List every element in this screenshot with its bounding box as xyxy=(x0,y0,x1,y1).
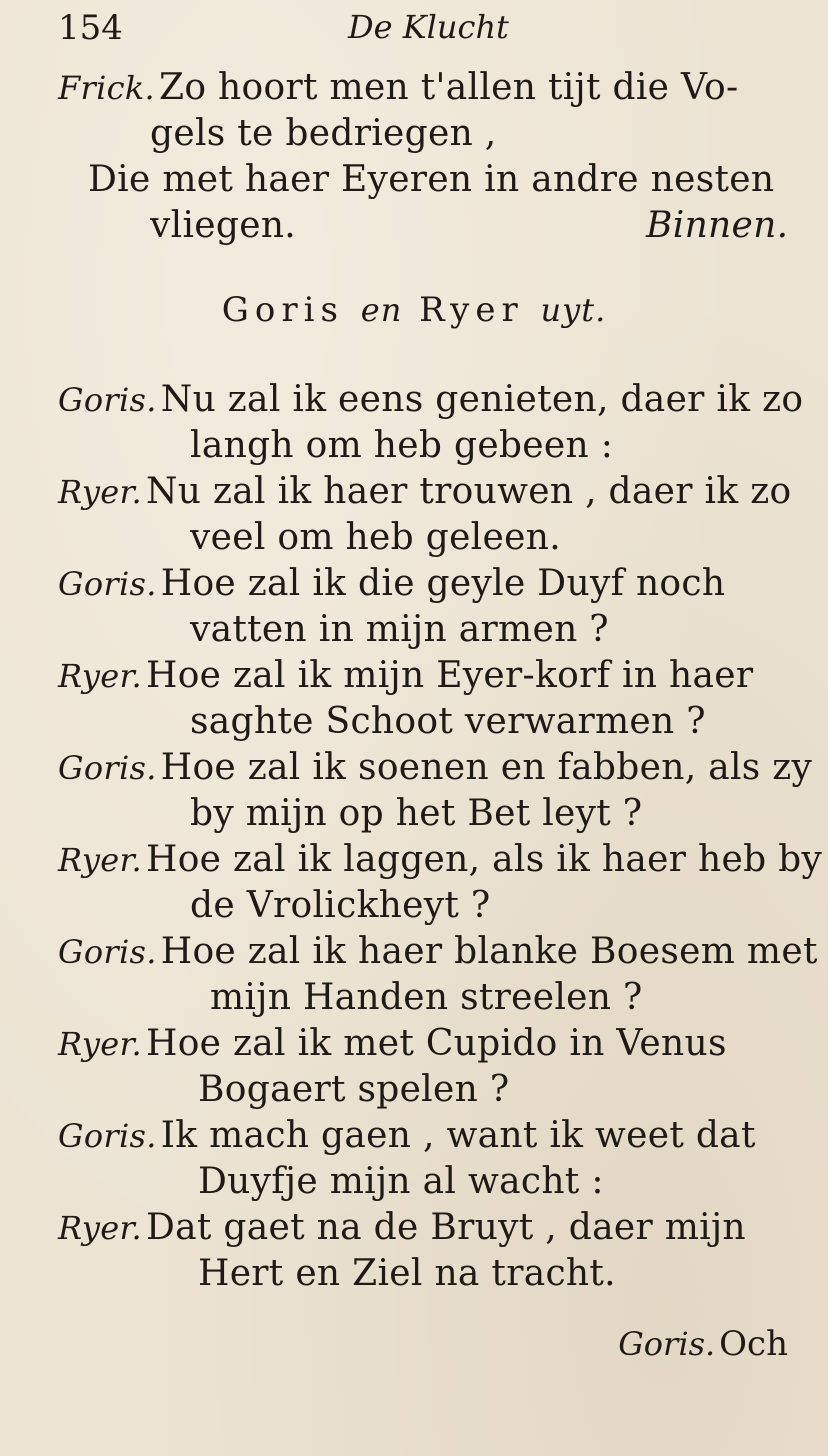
dialogue-line xyxy=(58,654,753,698)
dialogue-line xyxy=(58,1022,727,1066)
page-header xyxy=(0,8,828,52)
verse-text: Nu zal ik haer trouwen , daer ik zo xyxy=(146,471,792,512)
scene-heading xyxy=(0,290,828,330)
stage-direction: Binnen. xyxy=(646,205,789,246)
speaker-name: Ryer. xyxy=(58,473,142,511)
dialogue-line xyxy=(58,930,818,974)
dialogue-continuation: veel om heb geleen. xyxy=(190,517,561,558)
character-name: Goris xyxy=(221,290,344,330)
verse-text: Hoe zal ik met Cupido in Venus xyxy=(146,1023,727,1064)
dialogue-line xyxy=(58,746,812,790)
text-line: vliegen. xyxy=(150,205,297,246)
speaker-name: Goris. xyxy=(618,1325,716,1363)
catchword xyxy=(618,1324,788,1364)
dialogue-continuation: saghte Schoot verwarmen ? xyxy=(190,701,706,742)
speaker-name: Ryer. xyxy=(58,1209,142,1247)
speaker-name: Ryer. xyxy=(58,841,142,879)
dialogue-line xyxy=(58,1114,756,1158)
speaker-name: Goris. xyxy=(58,933,157,971)
verse-text: Zo hoort men t'allen tijt die Vo- xyxy=(159,67,739,108)
dialogue-continuation: Hert en Ziel na tracht. xyxy=(198,1253,616,1294)
speaker-name: Goris. xyxy=(58,749,157,787)
dialogue-line xyxy=(58,378,803,422)
catchword-text: Och xyxy=(719,1324,788,1364)
verse-text: Dat gaet na de Bruyt , daer mijn xyxy=(146,1207,746,1248)
character-name: Ryer xyxy=(419,290,524,330)
speaker-name: Frick. xyxy=(58,69,156,107)
running-head: De Klucht xyxy=(348,8,509,46)
verse-text: Ik mach gaen , want ik weet dat xyxy=(160,1115,756,1156)
verse-text: Hoe zal ik mijn Eyer-korf in haer xyxy=(146,655,754,696)
scene-conjunction: en xyxy=(360,291,403,329)
verse-text: Nu zal ik eens genieten, daer ik zo xyxy=(160,379,804,420)
verse-text: Hoe zal ik soenen en fabben, als zy xyxy=(160,747,813,788)
dialogue-continuation: by mijn op het Bet leyt ? xyxy=(190,793,643,834)
verse-text: Hoe zal ik laggen, als ik haer heb by xyxy=(146,839,823,880)
speaker-name: Goris. xyxy=(58,381,157,419)
text-line xyxy=(58,66,738,110)
dialogue-line xyxy=(58,1206,746,1250)
dialogue-line xyxy=(58,562,725,606)
speaker-name: Ryer. xyxy=(58,1025,142,1063)
speaker-name: Ryer. xyxy=(58,657,142,695)
dialogue-continuation: langh om heb gebeen : xyxy=(190,425,614,466)
text-line: Die met haer Eyeren in andre nesten xyxy=(88,159,775,200)
verse-text: Hoe zal ik die geyle Duyf noch xyxy=(160,563,726,604)
dialogue-continuation: mijn Handen streelen ? xyxy=(210,977,643,1018)
scene-direction: uyt. xyxy=(540,291,607,329)
text-line: gels te bedriegen , xyxy=(150,113,497,154)
dialogue-continuation: vatten in mijn armen ? xyxy=(190,609,609,650)
dialogue-line xyxy=(58,838,822,882)
dialogue-continuation: Bogaert spelen ? xyxy=(198,1069,510,1110)
dialogue-continuation: Duyfje mijn al wacht : xyxy=(198,1161,604,1202)
dialogue-continuation: de Vrolickheyt ? xyxy=(190,885,491,926)
page-number: 154 xyxy=(58,8,123,48)
dialogue-line xyxy=(58,470,791,514)
verse-text: Hoe zal ik haer blanke Boesem met xyxy=(160,931,818,972)
speaker-name: Goris. xyxy=(58,1117,157,1155)
speaker-name: Goris. xyxy=(58,565,157,603)
